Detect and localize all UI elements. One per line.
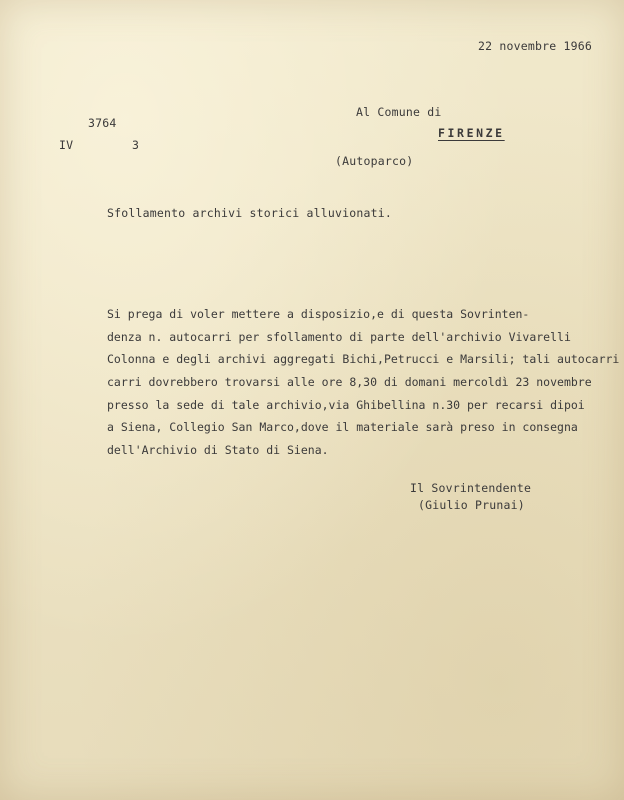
signature-name: (Giulio Prunai): [418, 498, 525, 512]
letter-body: [107, 307, 620, 468]
body-line: denza n. autocarri per sfollamento di parte dell'archivio Vivarelli: [107, 329, 571, 344]
recipient-city: FIRENZE: [438, 126, 505, 140]
signature-title: Il Sovrintendente: [410, 481, 532, 495]
body-line: Colonna e degli archivi aggregati Bichi,Petrucci e Marsili; tali autocarri: [107, 352, 620, 367]
letter-subject: Sfollamento archivi storici alluvionati.: [107, 206, 392, 220]
body-line: dell'Archivio di Stato di Siena.: [107, 443, 329, 458]
protocol-classification: IV: [59, 138, 74, 152]
body-line: presso la sede di tale archivio,via Ghibellina n.30 per recarsi dipoi: [107, 397, 585, 412]
protocol-number: 3764: [88, 116, 117, 130]
body-line: carri dovrebbero trovarsi alle ore 8,30 di domani mercoldì 23 novembre: [107, 375, 592, 390]
protocol-subclass: 3: [132, 138, 140, 152]
recipient-line: Al Comune di: [356, 105, 442, 119]
body-line: a Siena, Collegio San Marco,dove il materiale sarà preso in consegna: [107, 420, 578, 435]
recipient-office: (Autoparco): [335, 154, 414, 168]
letter-date: 22 novembre 1966: [478, 39, 592, 53]
body-line: Si prega di voler mettere a disposizio,e di questa Sovrinten-: [107, 307, 530, 321]
